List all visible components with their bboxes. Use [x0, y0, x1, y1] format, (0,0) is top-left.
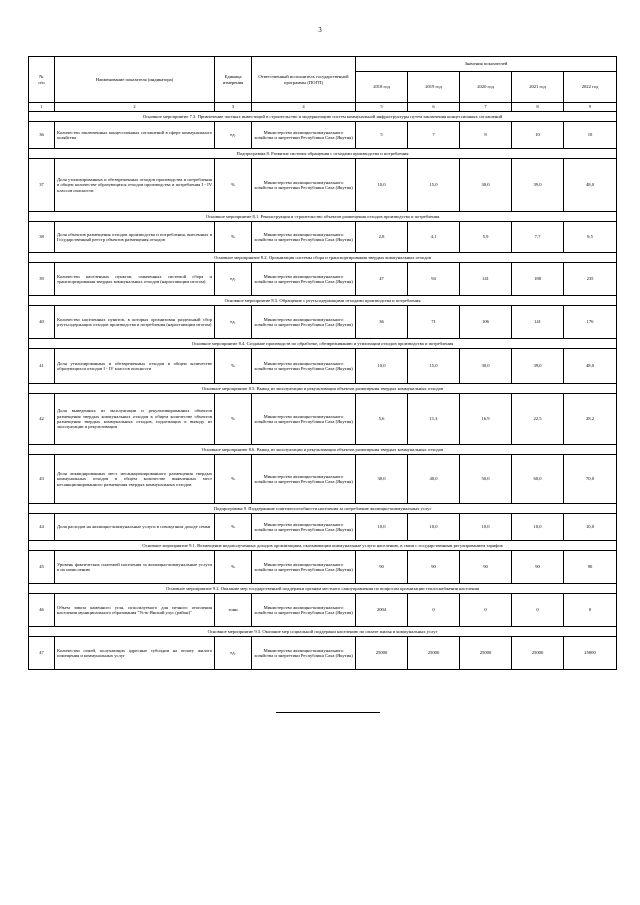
- value-2018: 2,8: [356, 222, 408, 253]
- header-year: 2020 год: [460, 72, 512, 103]
- section-title: Основное мероприятие 8.4. Создание производств по обработке, обезвреживанию и утилизации отходов производства и потребления: [29, 339, 617, 349]
- value-2020: 106: [460, 306, 512, 339]
- value-2022: 48,0: [564, 159, 617, 212]
- row-num: 45: [29, 551, 55, 584]
- section-title: Подпрограмма 8. Развитие системы обращения с отходами производства и потребления: [29, 149, 617, 159]
- page-number: 3: [318, 26, 322, 34]
- value-2018: 5: [356, 122, 408, 149]
- value-2021: 10: [512, 122, 564, 149]
- indicator-row: [29, 122, 617, 149]
- row-num: 38: [29, 222, 55, 253]
- column-number: 4: [252, 103, 356, 112]
- column-numbers-row: [29, 103, 617, 112]
- value-2019: 4,1: [408, 222, 460, 253]
- value-2020: 5,9: [460, 222, 512, 253]
- value-2019: 7: [408, 122, 460, 149]
- value-2021: 39,0: [512, 159, 564, 212]
- indicators-table: [28, 56, 617, 670]
- value-2022: 176: [564, 306, 617, 339]
- indicator-name: Уровень фактических платежей населения за жилищно-коммунальные услуги к их начислению: [55, 551, 215, 584]
- executor: Министерство жилищно-коммунального хозяйства и энергетики Республики Саха (Якутия): [252, 306, 356, 339]
- value-2019: 25000: [408, 637, 460, 670]
- value-2020: 8: [460, 122, 512, 149]
- value-2018: 10,0: [356, 514, 408, 541]
- footer-divider: [276, 712, 380, 713]
- value-2020: 141: [460, 263, 512, 296]
- indicator-row: [29, 159, 617, 212]
- value-2019: 71: [408, 306, 460, 339]
- value-2020: 30,0: [460, 349, 512, 384]
- value-2020: 30,0: [460, 159, 512, 212]
- section-row: [29, 212, 617, 222]
- value-2021: 0: [512, 594, 564, 627]
- indicator-name: Доля ликвидированных мест несанкционированного размещения твердых коммунальных отходов в общем количестве выявленных мест несанкционированного размещения твердых коммунальных отходов: [55, 455, 215, 504]
- unit: %: [215, 455, 252, 504]
- value-2021: 10,0: [512, 514, 564, 541]
- indicator-row: [29, 306, 617, 339]
- indicator-row: [29, 551, 617, 584]
- row-num: 37: [29, 159, 55, 212]
- column-number: 5: [356, 103, 408, 112]
- value-2022: 235: [564, 263, 617, 296]
- unit: %: [215, 551, 252, 584]
- section-title: Подпрограмма 9. Поддержание платежеспособности населения за потребление жилищно-коммунальных услуг: [29, 504, 617, 514]
- row-num: 40: [29, 306, 55, 339]
- unit: %: [215, 394, 252, 445]
- indicator-row: [29, 594, 617, 627]
- unit: ед.: [215, 263, 252, 296]
- unit: ед.: [215, 637, 252, 670]
- unit: %: [215, 159, 252, 212]
- section-title: Основное мероприятие 9.1. Возмещение недополученных доходов организациям, оказывающим коммунальные услуги населению, в связи с государственным регулированием тарифов: [29, 541, 617, 551]
- header-unit: Единица измерения: [215, 57, 252, 103]
- row-num: 47: [29, 637, 55, 670]
- section-row: [29, 112, 617, 122]
- value-2020: 90: [460, 551, 512, 584]
- indicator-name: Доля расходов на жилищно-коммунальные услуги в совокупном доходе семьи: [55, 514, 215, 541]
- indicator-row: [29, 222, 617, 253]
- header-year: 2019 год: [408, 72, 460, 103]
- section-row: [29, 541, 617, 551]
- indicator-row: [29, 263, 617, 296]
- value-2020: 0: [460, 594, 512, 627]
- executor: Министерство жилищно-коммунального хозяйства и энергетики Республики Саха (Якутия): [252, 394, 356, 445]
- unit: %: [215, 349, 252, 384]
- header-executor: Ответственный исполнитель государственной программы (ПОГП): [252, 57, 356, 103]
- indicator-row: [29, 637, 617, 670]
- value-2020: 16,9: [460, 394, 512, 445]
- column-number: 1: [29, 103, 55, 112]
- row-num: 46: [29, 594, 55, 627]
- section-title: Основное мероприятие 9.2. Оказание мер государственной поддержки органам местного самоуправления по вопросам организации теплоснабжения населения: [29, 584, 617, 594]
- header-values-title: Значения показателей: [356, 57, 617, 72]
- value-2018: 10,0: [356, 159, 408, 212]
- value-2022: 48,0: [564, 349, 617, 384]
- executor: Министерство жилищно-коммунального хозяйства и энергетики Республики Саха (Якутия): [252, 159, 356, 212]
- value-2019: 10,0: [408, 514, 460, 541]
- section-title: Основное мероприятие 8.6. Вывод из эксплуатации и рекультивация объектов размещения твердых коммунальных отходов: [29, 445, 617, 455]
- unit: тонн: [215, 594, 252, 627]
- unit: %: [215, 514, 252, 541]
- indicator-name: Количество семей, получающих адресные субсидии на оплату жилого помещения и коммунальных услуг: [55, 637, 215, 670]
- header-row-1: [29, 57, 617, 72]
- executor: Министерство жилищно-коммунального хозяйства и энергетики Республики Саха (Якутия): [252, 122, 356, 149]
- section-title: Основное мероприятие 8.5. Вывод из эксплуатации и рекультивация объектов размещения твердых коммунальных отходов: [29, 384, 617, 394]
- section-title: Основное мероприятие 8.2. Организация системы сбора и транспортирования твердых коммунальных отходов: [29, 253, 617, 263]
- row-num: 43: [29, 455, 55, 504]
- header-year: 2018 год: [356, 72, 408, 103]
- section-row: [29, 253, 617, 263]
- section-row: [29, 584, 617, 594]
- header-year: 2022 год: [564, 72, 617, 103]
- row-num: 42: [29, 394, 55, 445]
- section-title: Основное мероприятие 8.1. Реконструкция и строительство объектов размещения отходов производства и потребления: [29, 212, 617, 222]
- header-num: № п/п: [29, 57, 55, 103]
- value-2019: 15,0: [408, 159, 460, 212]
- indicator-row: [29, 394, 617, 445]
- value-2018: 25000: [356, 637, 408, 670]
- value-2018: 2004: [356, 594, 408, 627]
- value-2021: 60,0: [512, 455, 564, 504]
- value-2018: 10,0: [356, 349, 408, 384]
- column-number: 9: [564, 103, 617, 112]
- indicator-name: Количество заключенных концессионных соглашений в сфере коммунального хозяйства: [55, 122, 215, 149]
- value-2020: 10,0: [460, 514, 512, 541]
- value-2021: 141: [512, 306, 564, 339]
- value-2018: 47: [356, 263, 408, 296]
- value-2021: 7,7: [512, 222, 564, 253]
- value-2018: 36: [356, 306, 408, 339]
- value-2018: 5,6: [356, 394, 408, 445]
- executor: Министерство жилищно-коммунального хозяйства и энергетики Республики Саха (Якутия): [252, 514, 356, 541]
- value-2022: 10: [564, 122, 617, 149]
- row-num: 41: [29, 349, 55, 384]
- value-2022: 10,0: [564, 514, 617, 541]
- indicator-name: Количество населенных пунктов, охваченных системой сбора и транспортирования твердых коммунальных отходов (нарастающим итогом): [55, 263, 215, 296]
- indicator-name: Доля объектов размещения отходов производства и потребления, внесенных в Государственный реестр объектов размещения отходов: [55, 222, 215, 253]
- section-title: Основное мероприятие 7.3. Привлечение частных инвестиций в строительство и модернизацию систем коммунальной инфраструктуры путем заключения концессионных соглашений: [29, 112, 617, 122]
- value-2019: 0: [408, 594, 460, 627]
- indicator-name: Доля утилизированных и обезвреженных отходов в общем количестве образующихся отходов I - IV классов опасности: [55, 349, 215, 384]
- indicator-name: Объем завоза каменного угля, используемого для печного отопления населения муниципального образования "Усть-Янский улус (район)": [55, 594, 215, 627]
- value-2022: 28,2: [564, 394, 617, 445]
- indicator-name: Доля утилизированных и обезвреженных отходов производства и потребления в общем количестве образующихся отходов производства и потребления I - IV классов опасности: [55, 159, 215, 212]
- value-2022: 70,0: [564, 455, 617, 504]
- indicator-row: [29, 455, 617, 504]
- value-2018: 30,0: [356, 455, 408, 504]
- value-2022: 0: [564, 594, 617, 627]
- executor: Министерство жилищно-коммунального хозяйства и энергетики Республики Саха (Якутия): [252, 594, 356, 627]
- column-number: 8: [512, 103, 564, 112]
- section-row: [29, 445, 617, 455]
- executor: Министерство жилищно-коммунального хозяйства и энергетики Республики Саха (Якутия): [252, 455, 356, 504]
- value-2021: 90: [512, 551, 564, 584]
- indicator-row: [29, 514, 617, 541]
- value-2019: 40,0: [408, 455, 460, 504]
- header-year: 2021 год: [512, 72, 564, 103]
- indicator-name: Доля выведенных из эксплуатации и рекультивированных объектов размещения твердых коммунальных отходов в общем количестве объектов размещения твердых коммунальных отходов, подлежащих к выводу из эксплуатации и рекультивации: [55, 394, 215, 445]
- column-number: 3: [215, 103, 252, 112]
- column-number: 6: [408, 103, 460, 112]
- value-2021: 22,5: [512, 394, 564, 445]
- section-row: [29, 504, 617, 514]
- value-2020: 25000: [460, 637, 512, 670]
- row-num: 39: [29, 263, 55, 296]
- executor: Министерство жилищно-коммунального хозяйства и энергетики Республики Саха (Якутия): [252, 349, 356, 384]
- value-2021: 39,0: [512, 349, 564, 384]
- section-row: [29, 149, 617, 159]
- executor: Министерство жилищно-коммунального хозяйства и энергетики Республики Саха (Якутия): [252, 222, 356, 253]
- section-row: [29, 296, 617, 306]
- value-2019: 94: [408, 263, 460, 296]
- value-2019: 15,0: [408, 349, 460, 384]
- unit: ед.: [215, 122, 252, 149]
- value-2020: 50,0: [460, 455, 512, 504]
- row-num: 44: [29, 514, 55, 541]
- value-2019: 90: [408, 551, 460, 584]
- section-row: [29, 339, 617, 349]
- indicator-name: Количество населенных пунктов, в которых организован раздельный сбор ртутьсодержащих отходов производства и потребления (нарастающим итогом): [55, 306, 215, 339]
- executor: Министерство жилищно-коммунального хозяйства и энергетики Республики Саха (Якутия): [252, 263, 356, 296]
- value-2021: 188: [512, 263, 564, 296]
- section-title: Основное мероприятие 8.3. Обращение с ртутьсодержащими отходами производства и потребления: [29, 296, 617, 306]
- value-2022: 25000: [564, 637, 617, 670]
- header-name: Наименование показателя (индикатора): [55, 57, 215, 103]
- row-num: 36: [29, 122, 55, 149]
- column-number: 2: [55, 103, 215, 112]
- section-row: [29, 627, 617, 637]
- value-2022: 9,5: [564, 222, 617, 253]
- section-row: [29, 384, 617, 394]
- value-2019: 11,3: [408, 394, 460, 445]
- unit: ед.: [215, 306, 252, 339]
- executor: Министерство жилищно-коммунального хозяйства и энергетики Республики Саха (Якутия): [252, 637, 356, 670]
- indicator-row: [29, 349, 617, 384]
- column-number: 7: [460, 103, 512, 112]
- section-title: Основное мероприятие 9.3. Оказание мер социальной поддержки населению по оплате жилья и коммунальных услуг: [29, 627, 617, 637]
- value-2021: 25000: [512, 637, 564, 670]
- unit: %: [215, 222, 252, 253]
- executor: Министерство жилищно-коммунального хозяйства и энергетики Республики Саха (Якутия): [252, 551, 356, 584]
- value-2022: 90: [564, 551, 617, 584]
- value-2018: 90: [356, 551, 408, 584]
